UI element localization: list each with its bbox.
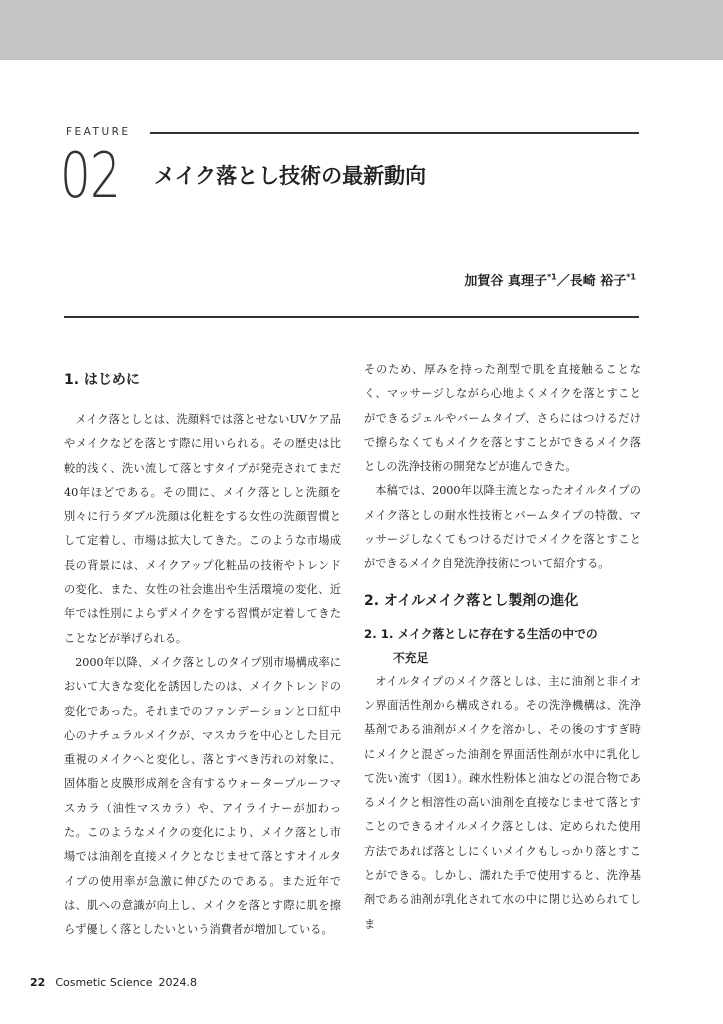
subsection-heading <box>364 622 641 670</box>
author-affiliation-mark: *1 <box>546 272 557 282</box>
section-heading: 1. はじめに <box>64 372 140 388</box>
feature-label: FEATURE <box>66 126 131 138</box>
feature-number: 02 <box>60 139 120 212</box>
article-title: メイク落とし技術の最新動向 <box>154 164 427 188</box>
left-column <box>64 358 341 943</box>
journal-issue: 2024.8 <box>158 976 197 989</box>
page-number: 22 <box>30 976 46 989</box>
body-paragraph: そのため、厚みを持った剤型で肌を直接触ることなく、マッサージしながら心地よくメイクを落とすことができるジェルやバームタイプ、さらにはつけるだけで擦らなくてもメイクを落とすことができるメイク落としの洗浄技術の開発などが進んできた。 <box>364 363 641 474</box>
body-paragraph: 本稿では、2000年以降主流となったオイルタイプのメイク落としの耐水性技術とバームタイプの特徴、マッサージしなくてもつけるだけでメイクを落とすことができるメイク自発洗浄技術について紹介する。 <box>364 484 641 571</box>
page-footer <box>30 976 197 989</box>
author-name: 加賀谷 真理子 <box>464 274 547 289</box>
header-rule <box>64 316 639 318</box>
subsection-heading-line2: 不充足 <box>393 650 429 665</box>
author-separator: ／ <box>556 274 570 289</box>
subsection-heading-line1: 2. 1. メイク落としに存在する生活の中での <box>364 626 598 641</box>
body-paragraph: メイク落としとは、洗顔料では落とせないUVケア品やメイクなどを落とす際に用いられる。その歴史は比較的浅く、洗い流して落とすタイプが発売されてまだ40年ほどである。その間に、メイク落としと洗顔を別々に行うダブル洗顔は化粧をする女性の洗顔習慣として定着し、市場は拡大してきた。このような市場成長の背景には、メイクアップ化粧品の技術やトレンドの変化、また、女性の社会進出や生活環境の変化、近年では性別によらずメイクをする習慣が定着してきたことなどが挙げられる。 <box>64 413 341 645</box>
body-paragraph: オイルタイプのメイク落としは、主に油剤と非イオン界面活性剤から構成される。その洗浄機構は、洗浄基剤である油剤がメイクを溶かし、その後のすすぎ時にメイクと混ざった油剤を界面活性剤が水中に乳化して洗い流す（図1）。疎水性粉体と油などの混合物であるメイクと相溶性の高い油剤を直接なじませて落とすことのできるオイルメイク落としは、定められた使用方法であれば落としにくいメイクもしっかり落とすことができる。しかし、濡れた手で使用すると、洗浄基剤である油剤が乳化されて水の中に閉じ込められてしま <box>364 674 641 931</box>
feature-rule <box>150 132 639 134</box>
section-heading: 2. オイルメイク落とし製剤の進化 <box>364 592 579 609</box>
body-paragraph: 2000年以降、メイク落としのタイプ別市場構成率において大きな変化を誘因したのは、メイクトレンドの変化であった。それまでのファンデーションと口紅中心のナチュラルメイクが、マスカラを中心とした目元重視のメイクへと変化し、落とすべき汚れの対象に、固体脂と皮膜形成剤を含有するウォータープルーフマスカラ（油性マスカラ）や、アイライナーが加わった。このようなメイクの変化により、メイク落とし市場では油剤を直接メイクとなじませて落とすオイルタイプの使用率が急激に伸びたのである。また近年では、肌への意識が向上し、メイクを落とす際に肌を擦らず優しく落としたいという消費者が増加している。 <box>64 655 341 937</box>
author-name: 長崎 裕子 <box>569 274 627 289</box>
journal-name: Cosmetic Science <box>55 976 153 989</box>
right-column <box>364 358 641 937</box>
top-band <box>0 0 723 60</box>
authors <box>464 270 636 289</box>
author-affiliation-mark: *1 <box>626 272 636 282</box>
